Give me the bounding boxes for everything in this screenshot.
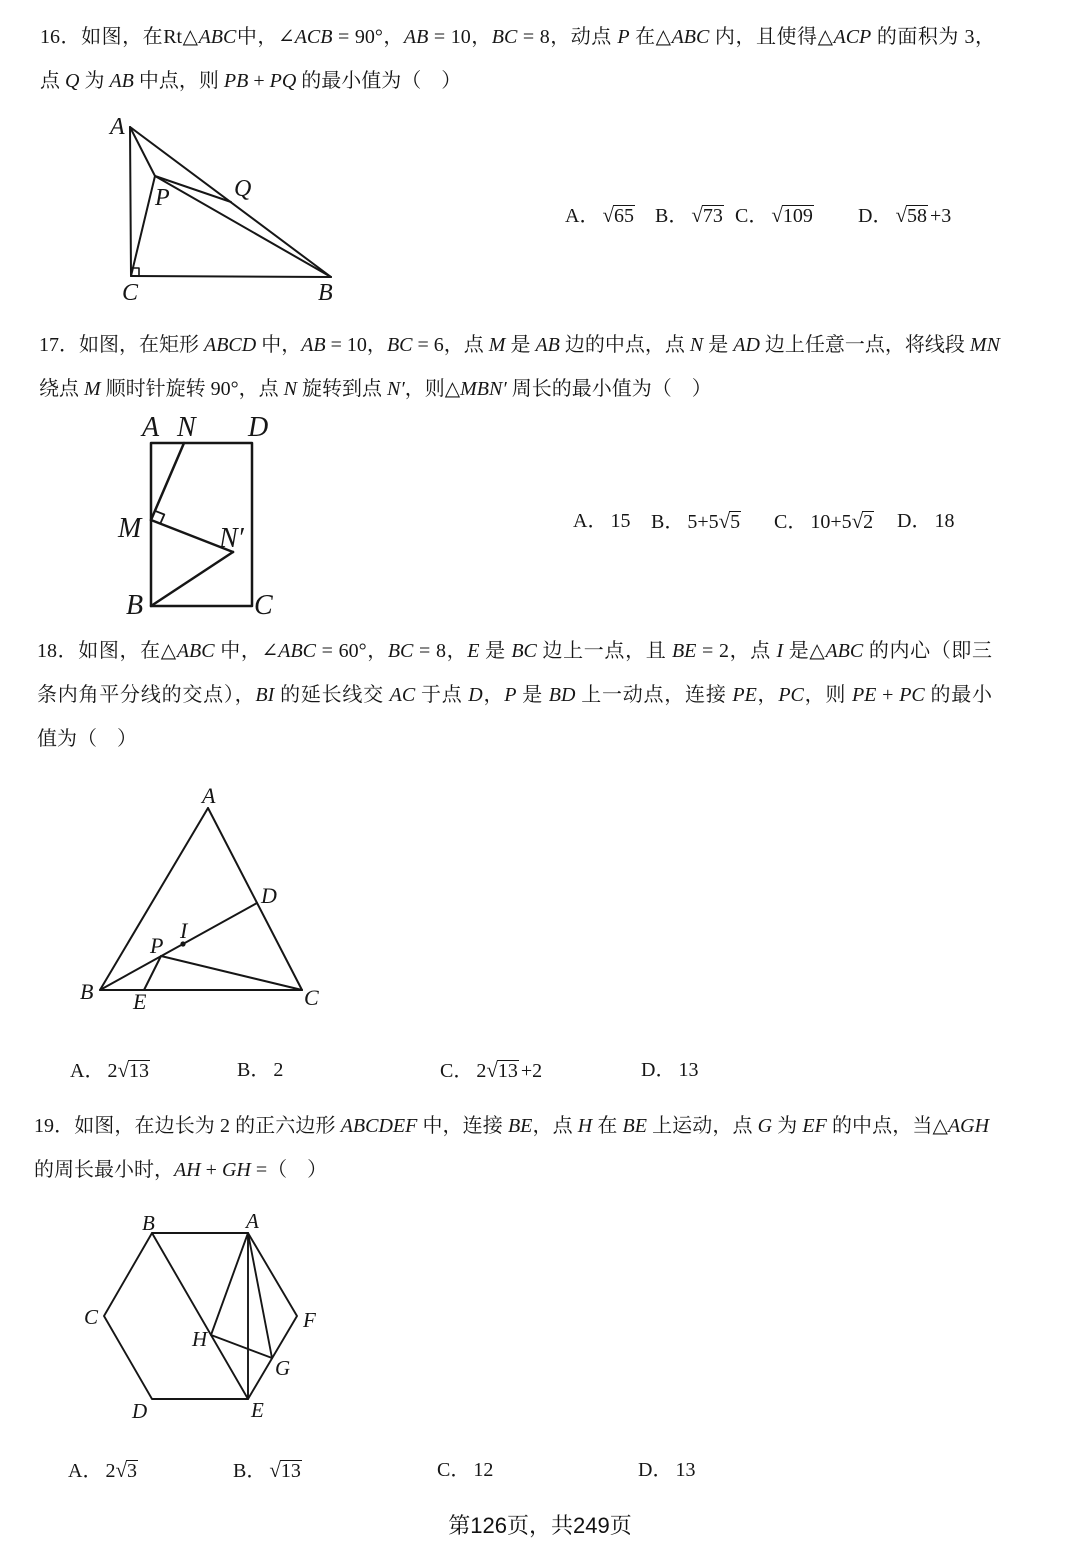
math-variable: PQ	[269, 70, 297, 92]
option-value: 2	[273, 1059, 284, 1081]
math-variable: ACP	[833, 26, 872, 48]
question-18-option-d	[641, 1058, 698, 1082]
radicand: 73	[702, 205, 723, 227]
math-variable: ABC	[671, 26, 710, 48]
label-c: C	[304, 985, 319, 1010]
option-prefix: 10+5	[810, 511, 852, 533]
radical-sign: √	[718, 509, 731, 533]
math-variable: H	[577, 1115, 593, 1137]
radical-sign: √	[486, 1058, 498, 1082]
option-label: D．	[638, 1459, 673, 1481]
math-variable: BC	[511, 640, 537, 662]
label-d: D	[132, 1399, 148, 1423]
option-label: C．	[440, 1060, 474, 1082]
question-19-figure	[75, 1205, 325, 1430]
option-value: 15	[610, 510, 631, 532]
option-label: C．	[437, 1459, 471, 1481]
option-suffix: +3	[929, 205, 952, 227]
math-variable: AD	[733, 334, 760, 356]
math-variable: AH	[174, 1159, 201, 1181]
label-e: E	[133, 989, 147, 1014]
option-label: A．	[70, 1060, 105, 1082]
label-e: E	[251, 1398, 264, 1422]
math-variable: P	[504, 684, 517, 706]
option-value: 13	[675, 1459, 696, 1481]
radicand: 65	[613, 205, 634, 227]
radical-sign: √	[115, 1458, 127, 1482]
question-19-line-2: 的周长最小时，AH + GH =（ ）	[34, 1159, 328, 1181]
option-label: B．	[651, 511, 685, 533]
segment-ah	[211, 1233, 248, 1335]
option-label: A．	[68, 1460, 103, 1482]
label-h: H	[192, 1327, 208, 1351]
math-variable: ABCD	[204, 334, 257, 356]
option-prefix: 2	[105, 1460, 116, 1482]
segment-n-prime-b	[151, 552, 233, 606]
question-16-option-c	[735, 203, 814, 228]
question-18	[37, 629, 992, 761]
label-b: B	[142, 1211, 155, 1235]
math-variable: N	[283, 378, 298, 400]
math-variable: Q	[65, 70, 80, 92]
label-c: C	[254, 590, 273, 620]
question-16-option-b	[655, 203, 724, 228]
math-variable: BE	[622, 1115, 647, 1137]
math-variable: PE	[851, 684, 877, 706]
question-18-line-2: 条内角平分线的交点），BI 的延长线交 AC 于点 D，P 是 BD 上一动点，连接 PE，PC，则 PE + PC 的最小	[37, 684, 993, 706]
math-variable: ACB	[294, 26, 333, 48]
question-16-option-a	[565, 203, 635, 228]
question-16	[40, 15, 995, 103]
math-variable: E	[467, 640, 480, 662]
segment-hg	[211, 1335, 272, 1358]
math-variable: MN	[969, 334, 1000, 356]
label-d: D	[261, 883, 277, 908]
option-value: 13	[678, 1059, 699, 1081]
math-variable: PE	[732, 684, 757, 706]
option-value: 18	[934, 510, 955, 532]
math-variable: AGH	[947, 1115, 990, 1137]
question-17	[39, 323, 1000, 411]
radicand: 13	[497, 1060, 518, 1082]
radicand: 109	[782, 205, 813, 227]
segment-pc	[161, 956, 302, 990]
segment-ac	[130, 127, 131, 276]
math-variable: BC	[491, 26, 518, 48]
option-label: A．	[565, 205, 600, 227]
radical-sign: √	[602, 203, 614, 227]
radical-sign: √	[117, 1058, 129, 1082]
math-variable: AB	[109, 70, 134, 92]
label-c: C	[84, 1305, 99, 1329]
label-d: D	[248, 412, 269, 443]
label-p: P	[155, 185, 170, 211]
option-label: B．	[655, 205, 689, 227]
radicand: 13	[128, 1060, 149, 1082]
option-label: D．	[641, 1059, 676, 1081]
label-n: N	[177, 412, 196, 443]
question-19-option-c	[437, 1458, 493, 1482]
radical-sign: √	[691, 203, 703, 227]
option-label: D．	[897, 510, 932, 532]
label-c: C	[122, 280, 139, 306]
question-16-figure	[100, 110, 350, 310]
label-b: B	[318, 280, 333, 306]
math-variable: BI	[255, 684, 275, 706]
radicand: 5	[730, 511, 741, 533]
question-18-option-c	[440, 1058, 542, 1083]
label-g: G	[275, 1356, 291, 1380]
option-value: 12	[473, 1459, 494, 1481]
segment-be	[152, 1233, 248, 1399]
math-variable: N	[689, 334, 704, 356]
question-17-line-2: 绕点 M 顺时针旋转 90°，点 N 旋转到点 N′，则△MBN′ 周长的最小值为（ ）	[39, 378, 712, 400]
math-variable: M	[488, 334, 506, 356]
math-variable: ABC	[176, 640, 215, 662]
math-variable: AB	[301, 334, 326, 356]
option-label: D．	[858, 205, 893, 227]
option-prefix: 2	[107, 1060, 118, 1082]
math-variable: M	[84, 378, 101, 400]
page-number-footer: 第126页，共249页	[448, 1513, 632, 1538]
label-b: B	[126, 590, 144, 620]
math-variable: BC	[387, 640, 414, 662]
label-f: F	[303, 1308, 316, 1332]
option-label: C．	[735, 205, 769, 227]
math-variable: I	[776, 640, 784, 662]
question-18-line-3: 值为（ ）	[37, 728, 137, 750]
segment-mn	[151, 443, 184, 520]
math-variable: PB	[223, 70, 249, 92]
segment-cb	[131, 276, 331, 277]
label-a: A	[142, 412, 160, 443]
question-18-option-b	[237, 1058, 283, 1082]
question-19	[34, 1104, 989, 1192]
math-variable: GH	[221, 1159, 251, 1181]
option-label: C．	[774, 511, 808, 533]
math-variable: MBN′	[460, 378, 507, 400]
math-variable: AB	[403, 26, 429, 48]
math-variable: PC	[778, 684, 804, 706]
label-a: A	[246, 1209, 259, 1233]
label-n-prime: N′	[219, 523, 244, 554]
question-17-line-1: 17．如图，在矩形 ABCD 中，AB = 10，BC = 6，点 M 是 AB 边的中点，点 N 是 AD 边上任意一点，将线段 MN	[39, 334, 1000, 356]
radicand: 13	[280, 1460, 301, 1482]
option-prefix: 2	[476, 1060, 487, 1082]
question-17-option-b	[651, 509, 741, 534]
question-18-option-a	[70, 1058, 150, 1083]
label-q: Q	[234, 176, 252, 202]
question-16-line-1: 16．如图，在Rt△ABC中，∠ACB = 90°，AB = 10，BC = 8，动点 P 在△ABC 内，且使得△ACP 的面积为 3，	[40, 26, 996, 48]
radicand: 58	[906, 205, 927, 227]
math-variable: PC	[899, 684, 925, 706]
label-a: A	[110, 114, 125, 140]
question-17-option-d	[897, 509, 954, 533]
question-18-figure	[70, 780, 330, 1020]
option-suffix: +2	[520, 1060, 543, 1082]
question-19-option-b	[233, 1458, 302, 1483]
label-b: B	[80, 979, 94, 1004]
question-18-line-1: 18．如图，在△ABC 中，∠ABC = 60°，BC = 8，E 是 BC 边上一点，且 BE = 2，点 I 是△ABC 的内心（即三	[37, 640, 993, 662]
math-variable: G	[757, 1115, 773, 1137]
label-p: P	[150, 933, 164, 958]
math-variable: ABC	[278, 640, 317, 662]
radical-sign: √	[771, 203, 783, 227]
radical-sign: √	[851, 509, 864, 533]
math-variable: AC	[389, 684, 416, 706]
question-16-option-d	[858, 203, 951, 228]
label-m: M	[118, 513, 142, 544]
math-variable: EF	[802, 1115, 827, 1137]
label-i: I	[180, 918, 188, 943]
math-variable: BE	[671, 640, 697, 662]
question-17-option-a	[573, 509, 630, 533]
segment-ap	[130, 127, 155, 176]
segment-ac	[208, 808, 302, 990]
question-17-figure	[110, 405, 285, 620]
math-variable: ABCDEF	[340, 1115, 418, 1137]
option-prefix: 5+5	[687, 511, 719, 533]
radicand: 2	[863, 511, 874, 533]
option-label: B．	[237, 1059, 271, 1081]
radicand: 3	[126, 1460, 137, 1482]
math-variable: P	[617, 26, 630, 48]
math-variable: D	[468, 684, 483, 706]
question-19-line-1: 19．如图，在边长为 2 的正六边形 ABCDEF 中，连接 BE，点 H 在 BE 上运动，点 G 为 EF 的中点，当△AGH	[34, 1115, 990, 1137]
math-variable: ABC	[825, 640, 864, 662]
question-17-option-c	[774, 509, 874, 534]
option-label: B．	[233, 1460, 267, 1482]
radical-sign: √	[269, 1458, 281, 1482]
math-variable: ABC	[198, 26, 237, 48]
question-19-option-a	[68, 1458, 138, 1483]
math-variable: N′	[387, 378, 405, 400]
label-a: A	[202, 783, 216, 808]
question-19-option-d	[638, 1458, 695, 1482]
segment-bd	[100, 903, 257, 990]
option-label: A．	[573, 510, 608, 532]
math-variable: AB	[535, 334, 560, 356]
segment-pc	[131, 176, 155, 276]
math-variable: BD	[548, 684, 576, 706]
math-variable: BC	[386, 334, 413, 356]
radical-sign: √	[895, 203, 907, 227]
math-variable: BE	[507, 1115, 533, 1137]
question-16-line-2: 点 Q 为 AB 中点，则 PB + PQ 的最小值为（ ）	[40, 70, 462, 92]
